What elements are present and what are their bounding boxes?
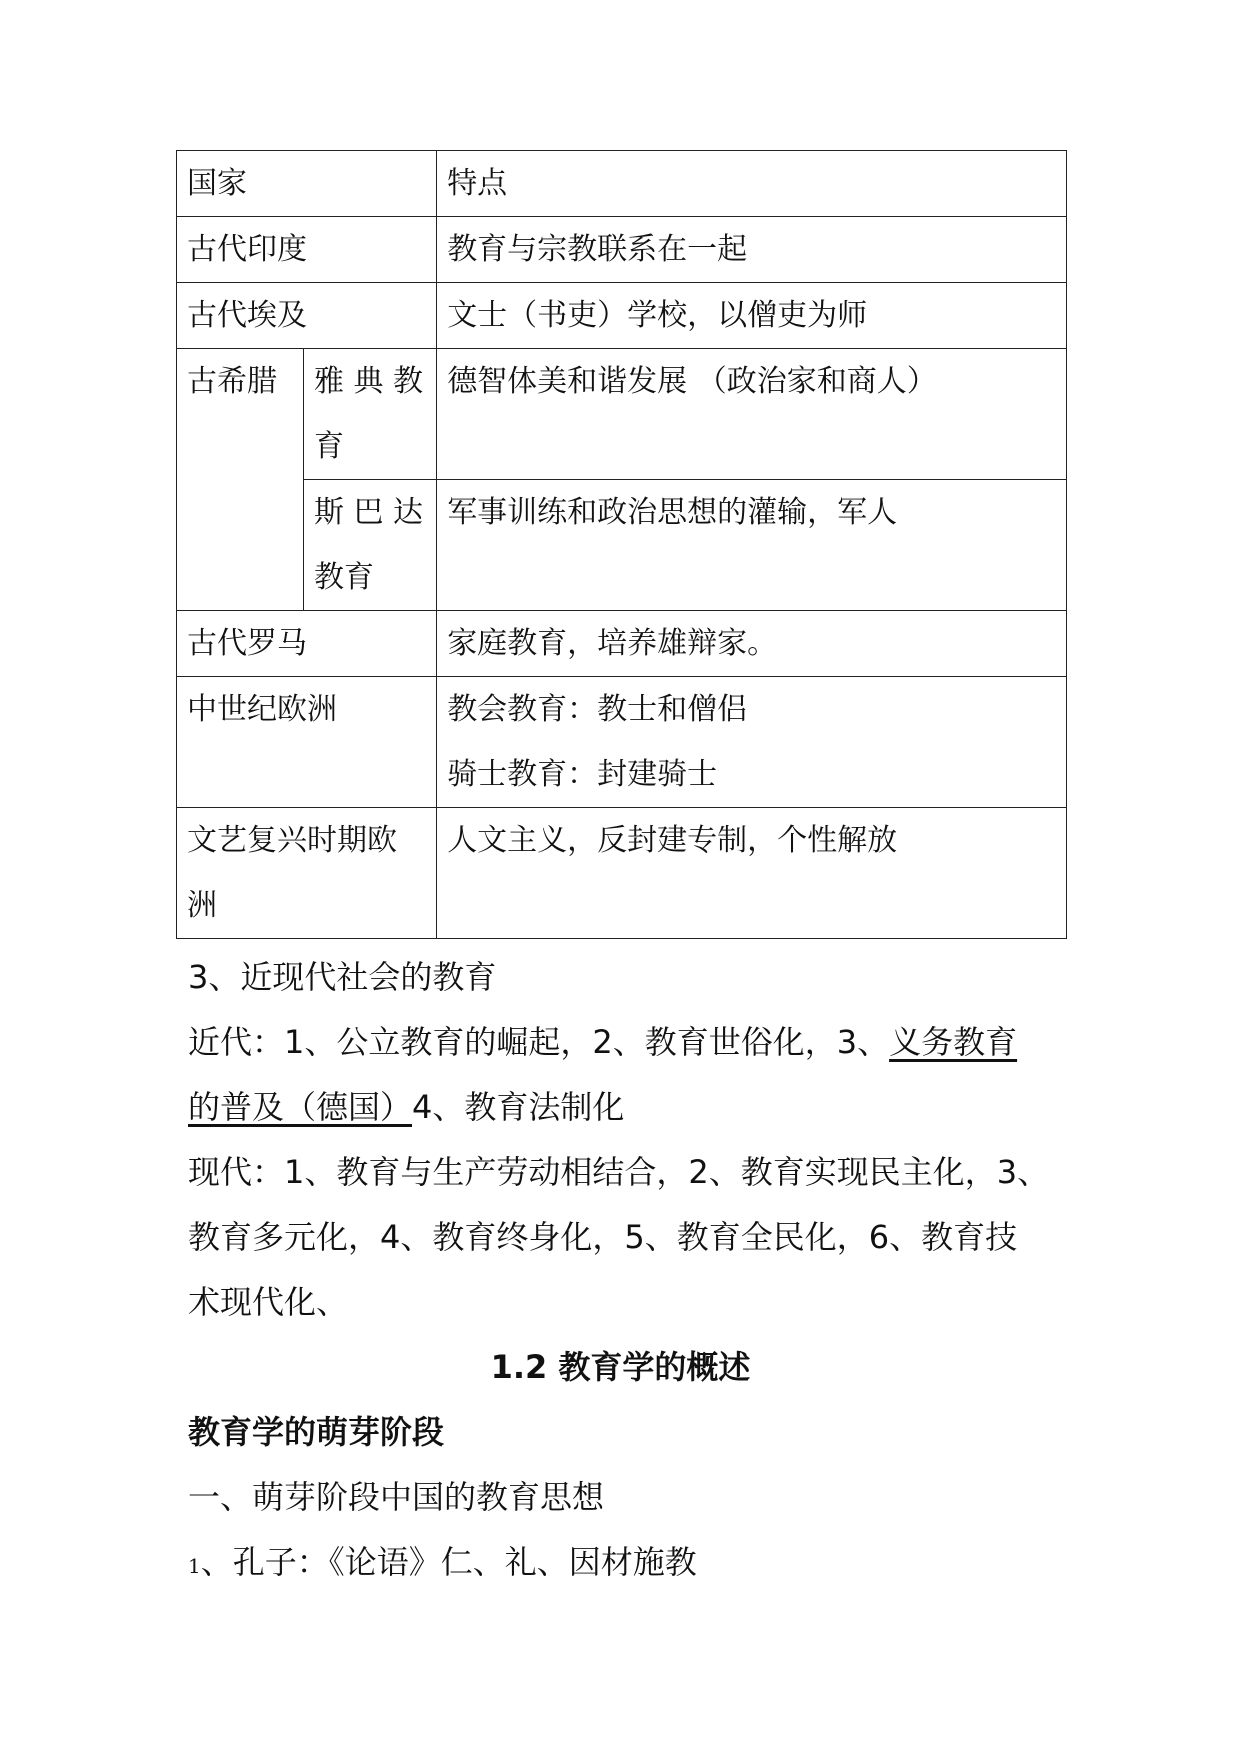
- table-row: [177, 283, 1067, 349]
- list-item: [188, 1530, 697, 1595]
- section-heading: 3、近现代社会的教育: [188, 958, 497, 996]
- paragraph-line: 教育多元化，4、教育终身化，5、教育全民化，6、教育技: [188, 1218, 1018, 1256]
- item-text: 、孔子：《论语》仁、礼、因材施教: [200, 1543, 697, 1581]
- sub-country-line: 育: [313, 429, 344, 464]
- header-country: 国家: [177, 151, 437, 217]
- country-cell: [177, 808, 437, 939]
- country-line: 文艺复兴时期欧: [187, 823, 397, 858]
- table-row: [177, 611, 1067, 677]
- feature-cell: [437, 349, 1067, 480]
- paragraph-line: [188, 1075, 624, 1140]
- table-row: [177, 217, 1067, 283]
- feature-line: 骑士教育：封建骑士: [447, 757, 718, 792]
- paragraph-line: 术现代化、: [188, 1283, 349, 1321]
- underlined-text: 义务教育: [889, 1023, 1018, 1061]
- table-header-row: [177, 151, 1067, 217]
- table-row: [177, 480, 1067, 611]
- country-line: 中世纪欧洲: [187, 692, 337, 727]
- country-line: 洲: [187, 888, 217, 923]
- text-run: 近代：1、公立教育的崛起，2、教育世俗化，3、: [188, 1023, 890, 1061]
- feature-cell: 教育与宗教联系在一起: [437, 217, 1067, 283]
- country-cell: 古代罗马: [177, 611, 437, 677]
- sub-country-line: 斯 巴 达: [313, 495, 424, 530]
- feature-cell: [437, 808, 1067, 939]
- country-cell: 古希腊: [177, 349, 304, 611]
- feature-line: 教会教育：教士和僧侣: [447, 692, 748, 727]
- table-row: [177, 349, 1067, 480]
- feature-cell: [437, 677, 1067, 808]
- feature-line: 德智体美和谐发展 （政治家和商人）: [447, 364, 937, 399]
- country-cell: 古代埃及: [177, 283, 437, 349]
- sub-country-cell: [303, 480, 436, 611]
- education-history-table: [176, 150, 1067, 939]
- text-run: 4、教育法制化: [412, 1088, 625, 1126]
- header-feature: 特点: [437, 151, 1067, 217]
- feature-cell: 文士（书吏）学校，以僧吏为师: [437, 283, 1067, 349]
- feature-line: 军事训练和政治思想的灌输，军人: [447, 495, 898, 530]
- sub-country-cell: [303, 349, 436, 480]
- table-row: [177, 808, 1067, 939]
- paragraph-line: [188, 1010, 1017, 1075]
- feature-line: 人文主义，反封建专制，个性解放: [447, 823, 898, 858]
- subsection-title: 教育学的萌芽阶段: [188, 1413, 445, 1451]
- section-title: 1.2 教育学的概述: [490, 1348, 751, 1386]
- feature-cell: [437, 480, 1067, 611]
- feature-cell: 家庭教育，培养雄辩家。: [437, 611, 1067, 677]
- paragraph-line: 现代：1、教育与生产劳动相结合，2、教育实现民主化，3、: [188, 1153, 1050, 1191]
- item-number: 1: [188, 1554, 201, 1578]
- list-item: 一、萌芽阶段中国的教育思想: [188, 1478, 605, 1516]
- table-row: [177, 677, 1067, 808]
- country-cell: [177, 677, 437, 808]
- country-cell: 古代印度: [177, 217, 437, 283]
- sub-country-line: 教育: [313, 560, 374, 595]
- sub-country-line: 雅 典 教: [313, 364, 424, 399]
- underlined-text: 的普及（德国）: [188, 1088, 413, 1126]
